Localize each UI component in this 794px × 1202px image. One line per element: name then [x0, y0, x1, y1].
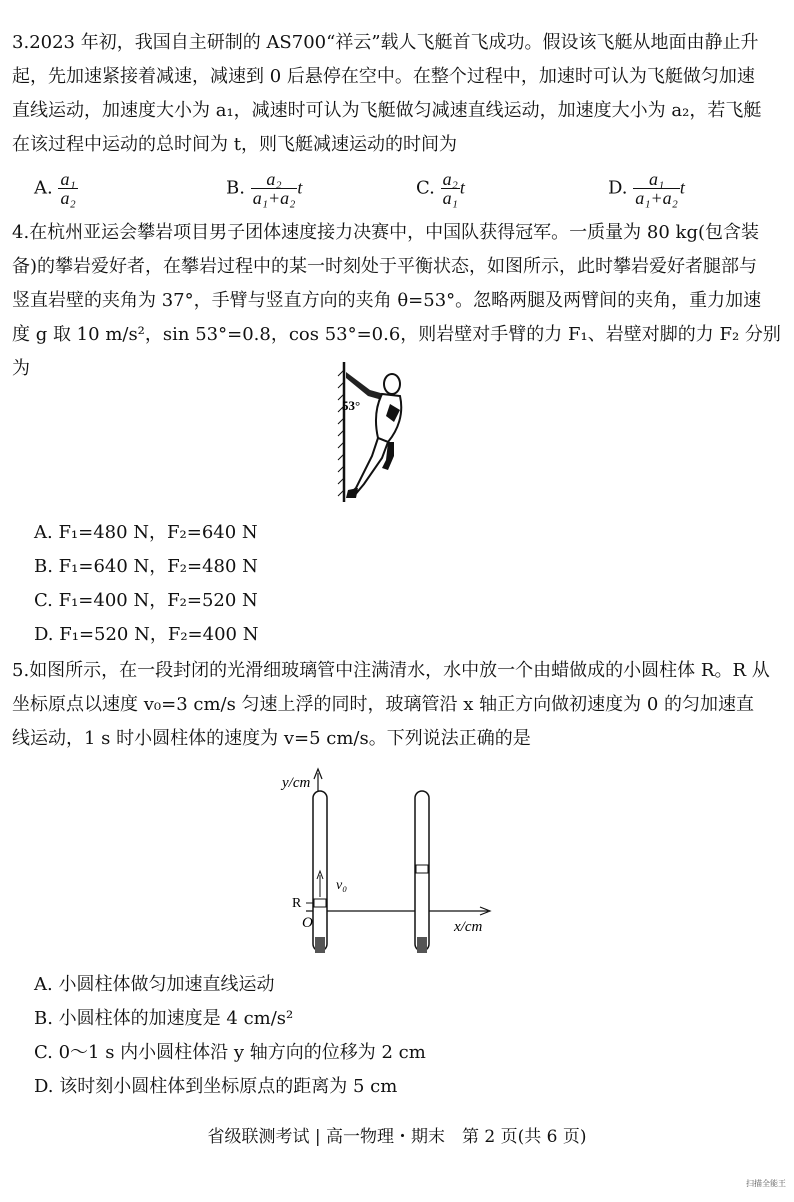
q4-line: 度 g 取 10 m/s²，sin 53°=0.8，cos 53°=0.6，则岩壁对手臂的力 F₁、岩壁对脚的力 F₂ 分别为 [12, 324, 781, 379]
option-label: A. [34, 177, 53, 199]
option-label: C. [416, 177, 435, 199]
option-label: B. [226, 177, 245, 199]
q4-option-b[interactable]: B. F₁=640 N，F₂=480 N [34, 556, 258, 577]
q4-line: 备)的攀岩爱好者，在攀岩过程中的某一时刻处于平衡状态，如图所示，此时攀岩爱好者腿部与 [12, 256, 758, 277]
q3-line: 起，先加速紧接着减速，减速到 0 后悬停在空中。在整个过程中，加速时可认为飞艇做匀加速 [12, 66, 755, 87]
page-footer: 省级联测考试 | 高一物理・期末 第 2 页(共 6 页) [207, 1127, 587, 1147]
velocity-label: v₀ [336, 878, 348, 893]
scanner-stamp: 扫描全能王 [746, 1179, 786, 1188]
q4-line: 竖直岩壁的夹角为 37°，手臂与竖直方向的夹角 θ=53°。忽略两腿及两臂间的夹角，重力加速 [12, 290, 762, 311]
q5-line: 5.如图所示，在一段封闭的光滑细玻璃管中注满清水，水中放一个由蜡做成的小圆柱体 R。R 从 [12, 660, 770, 681]
q3-line: 直线运动，加速度大小为 a₁，减速时可认为飞艇做匀减速直线运动，加速度大小为 a₂，若飞艇 [12, 100, 762, 121]
q5-line: 线运动，1 s 时小圆柱体的速度为 v=5 cm/s。下列说法正确的是 [12, 728, 531, 749]
body-label: R [292, 896, 302, 911]
q5-line: 坐标原点以速度 v₀=3 cm/s 匀速上浮的同时，玻璃管沿 x 轴正方向做初速度为 0 的匀加速直 [12, 694, 755, 715]
glass-tube-figure [270, 765, 500, 965]
q3-option-a[interactable] [34, 170, 78, 207]
fraction: $\frac{\text{a₂}}{\text{a₁}}$ [442, 169, 458, 208]
q3-option-b[interactable] [226, 170, 302, 207]
q4-option-d[interactable]: D. F₁=520 N，F₂=400 N [34, 624, 259, 645]
question-5 [12, 654, 782, 756]
q4-options [34, 516, 794, 652]
q3-line: 在该过程中运动的总时间为 t，则飞艇减速运动的时间为 [12, 134, 457, 155]
q5-option-a[interactable]: A. 小圆柱体做匀加速直线运动 [34, 974, 275, 995]
y-axis-label: y/cm [282, 775, 311, 791]
fraction: $\frac{\text{a₁}}{\text{a₁+a₂}}$ [635, 169, 678, 208]
time-symbol: t [459, 177, 465, 198]
q5-options [34, 968, 794, 1104]
q4-option-c[interactable]: C. F₁=400 N，F₂=520 N [34, 590, 258, 611]
q4-option-a[interactable]: A. F₁=480 N，F₂=640 N [34, 522, 258, 543]
fraction: $\frac{\text{a₂}}{\text{a₁+a₂}}$ [252, 169, 296, 208]
x-axis-label: x/cm [454, 919, 483, 935]
time-symbol: t [679, 177, 685, 198]
tube-right [415, 791, 429, 953]
fraction: $\frac{\text{a₁}}{\text{a₂}}$ [60, 169, 76, 208]
q5-option-b[interactable]: B. 小圆柱体的加速度是 4 cm/s² [34, 1008, 294, 1029]
option-label: D. [608, 177, 628, 199]
q3-option-d[interactable] [608, 170, 685, 207]
q3-line: 3.2023 年初，我国自主研制的 AS700“祥云”载人飞艇首飞成功。假设该飞艇从地面由静止升 [12, 32, 759, 53]
time-symbol: t [297, 177, 303, 198]
q5-option-c[interactable]: C. 0～1 s 内小圆柱体沿 y 轴方向的位移为 2 cm [34, 1042, 426, 1063]
climber-figure [328, 360, 428, 506]
q5-option-d[interactable]: D. 该时刻小圆柱体到坐标原点的距离为 5 cm [34, 1076, 398, 1097]
angle-label: 53° [342, 398, 361, 413]
question-3 [12, 26, 782, 162]
origin-label: O [302, 915, 313, 931]
tube-left [313, 791, 327, 953]
q3-option-c[interactable] [416, 170, 465, 207]
q4-line: 4.在杭州亚运会攀岩项目男子团体速度接力决赛中，中国队获得冠军。一质量为 80 kg(包含装 [12, 222, 759, 243]
